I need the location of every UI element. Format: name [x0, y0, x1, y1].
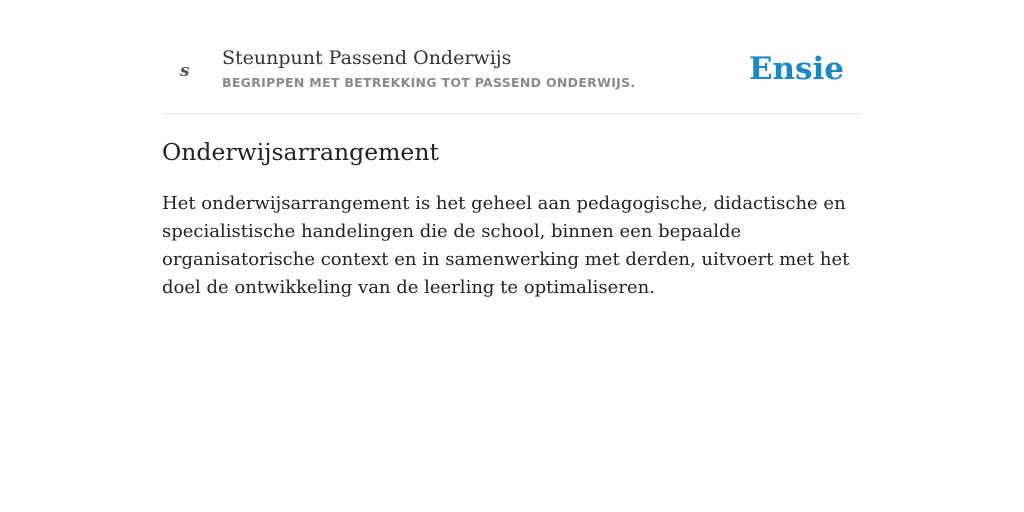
publisher-title[interactable]: Steunpunt Passend Onderwijs: [222, 47, 512, 69]
publisher-logo-icon[interactable]: s: [180, 61, 190, 81]
entry-definition: Het onderwijsarrangement is het geheel aan pedagogische, didactische en specialistische handelingen die de school, binnen een bepaalde organisatorische context en in samenwerking met derden, uitvoert met het doel de ontwikkeling van de leerling te optimaliseren.: [162, 193, 850, 298]
ensie-logo-link[interactable]: Ensie: [748, 51, 844, 87]
publisher-subtitle: BEGRIPPEN MET BETREKKING TOT PASSEND ONDERWIJS.: [222, 75, 636, 90]
page-container: [162, 0, 862, 298]
page-header: [162, 0, 862, 114]
entry-title: Onderwijsarrangement: [162, 138, 439, 166]
